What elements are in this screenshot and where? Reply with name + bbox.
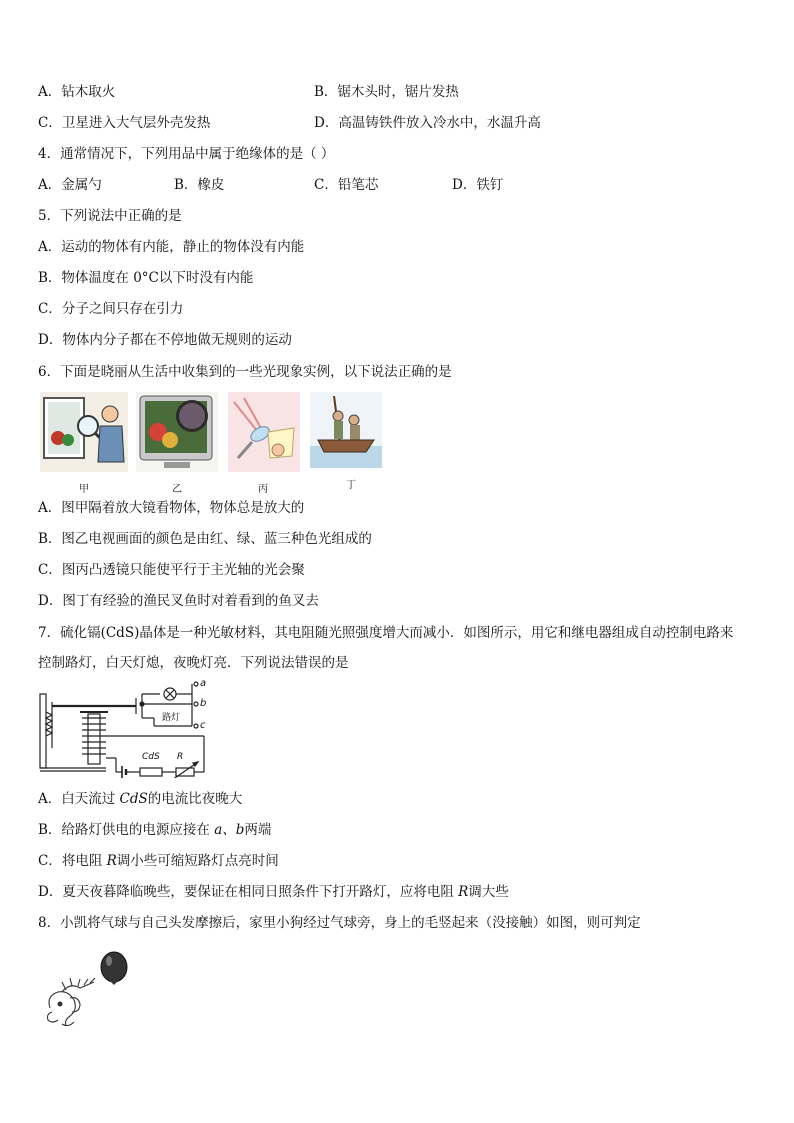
q7-terminal-c: c [200,720,206,731]
q6-caption-ding: 丁 [346,480,356,491]
q6-caption-yi: 乙 [172,484,182,495]
q4-option-b: B．橡皮 [174,177,225,193]
q5-option-c: C．分子之间只存在引力 [38,301,184,317]
q8-stem: 8．小凯将气球与自己头发摩擦后，家里小狗经过气球旁，身上的毛竖起来（没接触）如图，则可判定 [38,915,641,931]
q6-caption-jia: 甲 [79,484,89,495]
q7-cds-label: CdS [142,752,160,762]
q7-stem-line1: 7．硫化镉(CdS)晶体是一种光敏材料，其电阻随光照强度增大而减小．如图所示，用它和继电器组成自动控制电路来 [38,625,734,641]
q5-option-b: B．物体温度在 0°C以下时没有内能 [38,270,254,286]
q6-option-c: C．图丙凸透镜只能使平行于主光轴的光会聚 [38,562,305,578]
q7-terminal-b: b [200,698,207,709]
q7-terminal-a: a [200,678,207,689]
q6-caption-bing: 丙 [258,484,268,495]
q7-circuit-diagram [36,678,216,778]
q7-lamp-label: 路灯 [162,713,181,723]
q5-option-d: D．物体内分子都在不停地做无规则的运动 [38,332,292,348]
q8-balloon-dog-figure [40,950,140,1034]
q6-stem: 6．下面是晓丽从生活中收集到的一些光现象实例，以下说法正确的是 [38,364,452,380]
q3-option-b: B．锯木头时，锯片发热 [314,84,459,100]
q3-option-a: A．钻木取火 [38,84,116,100]
q6-option-d: D．图丁有经验的渔民叉鱼时对着看到的鱼叉去 [38,593,319,609]
q6-figure-jia [40,392,128,472]
q4-option-a: A．金属勺 [38,177,102,193]
q4-option-c: C．铅笔芯 [314,177,379,193]
q5-option-a: A．运动的物体有内能，静止的物体没有内能 [38,239,305,255]
q7-option-a: A．白天流过 CdS的电流比夜晚大 [38,791,243,807]
q3-option-d: D．高温铸铁件放入冷水中，水温升高 [314,115,541,131]
q5-stem: 5．下列说法中正确的是 [38,208,182,224]
q7-stem-line2: 控制路灯，白天灯熄，夜晚灯亮．下列说法错误的是 [38,655,349,671]
q4-stem: 4．通常情况下，下列用品中属于绝缘体的是（ ） [38,146,335,162]
q3-option-c: C．卫星进入大气层外壳发热 [38,115,211,131]
q7-option-c: C．将电阻 R调小些可缩短路灯点亮时间 [38,853,279,869]
q6-option-a: A．图甲隔着放大镜看物体，物体总是放大的 [38,500,305,516]
q4-option-d: D．铁钉 [452,177,504,193]
q7-r-label: R [177,752,184,762]
q6-figure-bing [228,392,300,472]
q6-figure-ding [310,392,382,468]
q6-figure-yi [136,392,218,472]
q6-option-b: B．图乙电视画面的颜色是由红、绿、蓝三种色光组成的 [38,531,372,547]
q7-option-d: D．夏天夜暮降临晚些，要保证在相同日照条件下打开路灯，应将电阻 R调大些 [38,884,509,900]
q7-option-b: B．给路灯供电的电源应接在 a、b两端 [38,822,272,838]
